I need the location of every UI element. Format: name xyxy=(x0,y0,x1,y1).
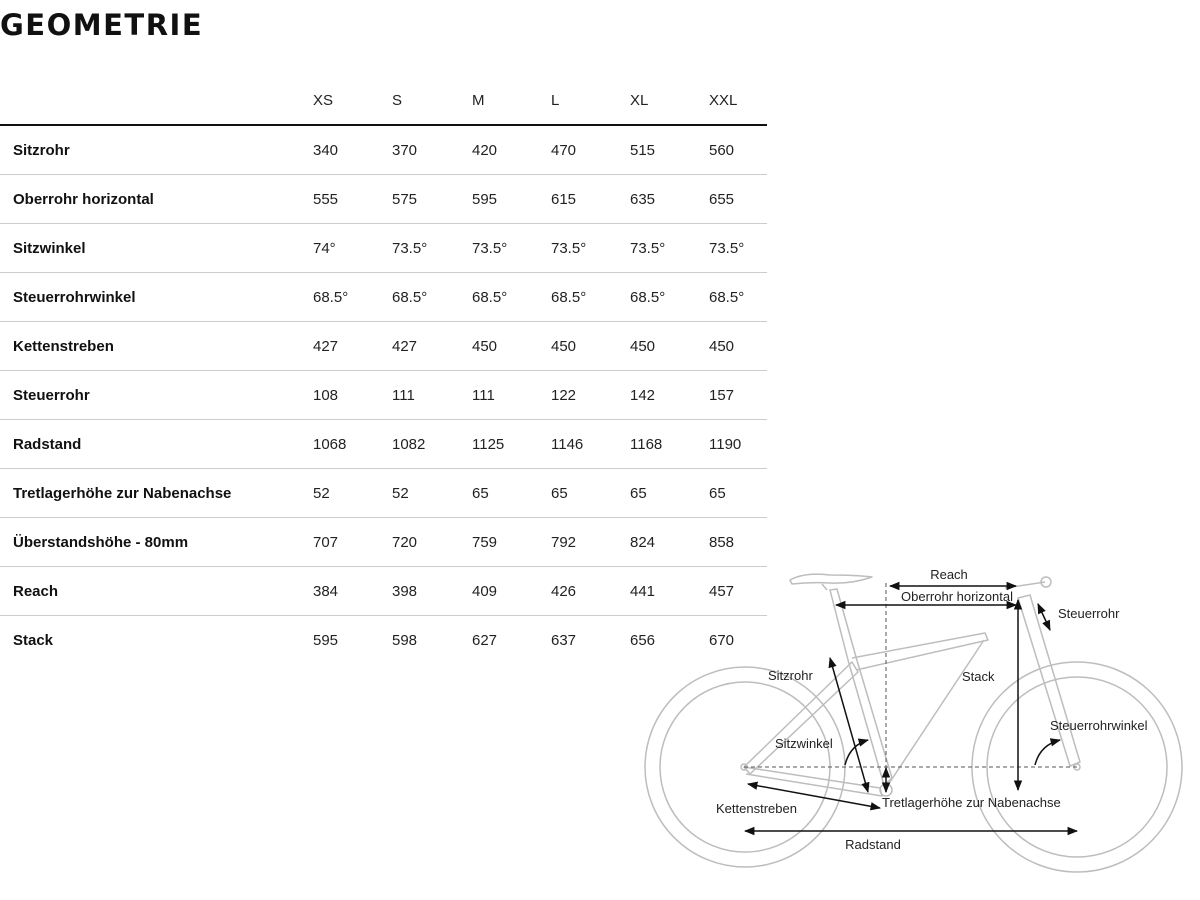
row-label: Oberrohr horizontal xyxy=(0,175,313,224)
table-cell: 720 xyxy=(392,518,472,567)
table-row xyxy=(0,322,767,371)
label-wheelbase: Radstand xyxy=(845,837,901,852)
label-head-tube: Steuerrohr xyxy=(1058,606,1120,621)
label-chainstay: Kettenstreben xyxy=(716,801,797,816)
table-row xyxy=(0,125,767,175)
table-cell: 1190 xyxy=(709,420,767,469)
head-angle-arc xyxy=(1035,740,1060,765)
table-cell: 73.5° xyxy=(709,224,767,273)
size-header-xxl: XXL xyxy=(709,76,767,125)
table-cell: 111 xyxy=(392,371,472,420)
table-cell: 398 xyxy=(392,567,472,616)
row-label: Steuerrohrwinkel xyxy=(0,273,313,322)
table-cell: 595 xyxy=(313,631,339,649)
label-top-tube: Oberrohr horizontal xyxy=(901,589,1013,604)
table-cell: 670 xyxy=(709,631,735,649)
table-cell: 427 xyxy=(392,322,472,371)
table-cell: 68.5° xyxy=(392,273,472,322)
table-cell: 627 xyxy=(472,631,498,649)
label-seat-tube: Sitzrohr xyxy=(768,668,813,683)
table-row xyxy=(0,273,767,322)
table-row xyxy=(0,175,767,224)
table-cell: 707 xyxy=(313,518,392,567)
table-cell: 68.5° xyxy=(551,273,630,322)
table-cell: 1168 xyxy=(630,420,709,469)
size-header-m: M xyxy=(472,76,551,125)
table-cell: 858 xyxy=(709,518,767,567)
table-cell: 108 xyxy=(313,371,392,420)
table-row xyxy=(0,420,767,469)
table-cell: 759 xyxy=(472,518,551,567)
label-stack: Stack xyxy=(962,669,995,684)
table-cell: 65 xyxy=(551,469,630,518)
table-cell: 1068 xyxy=(313,420,392,469)
table-cell: 824 xyxy=(630,518,709,567)
table-row xyxy=(0,371,767,420)
table-cell: 450 xyxy=(551,322,630,371)
label-reach: Reach xyxy=(930,567,968,582)
table-cell: 52 xyxy=(392,469,472,518)
table-cell: 515 xyxy=(630,125,709,175)
reference-lines xyxy=(744,583,1080,790)
table-row xyxy=(0,224,767,273)
label-head-angle: Steuerrohrwinkel xyxy=(1050,718,1148,733)
table-cell: 656 xyxy=(630,631,656,649)
table-cell: 450 xyxy=(630,322,709,371)
row-label: Sitzrohr xyxy=(0,125,313,175)
table-cell: 615 xyxy=(551,175,630,224)
table-row xyxy=(0,469,767,518)
table-cell: 1082 xyxy=(392,420,472,469)
row-label: Kettenstreben xyxy=(0,322,313,371)
table-cell: 384 xyxy=(313,567,392,616)
header-empty-cell xyxy=(0,76,313,125)
size-header-xl: XL xyxy=(630,76,709,125)
row-label: Überstandshöhe - 80mm xyxy=(0,518,313,567)
table-cell: 560 xyxy=(709,125,767,175)
table-cell: 370 xyxy=(392,125,472,175)
table-cell: 450 xyxy=(472,322,551,371)
table-cell: 142 xyxy=(630,371,709,420)
table-cell: 122 xyxy=(551,371,630,420)
table-cell: 635 xyxy=(630,175,709,224)
bike-frame xyxy=(741,574,1080,796)
table-cell: 1125 xyxy=(472,420,551,469)
label-bb-drop: Tretlagerhöhe zur Nabenachse xyxy=(882,795,1061,810)
table-cell: 73.5° xyxy=(472,224,551,273)
table-cell: 450 xyxy=(709,322,767,371)
table-cell: 427 xyxy=(313,322,392,371)
table-cell: 409 xyxy=(472,567,551,616)
table-cell: 68.5° xyxy=(630,273,709,322)
table-cell: 1146 xyxy=(551,420,630,469)
row-label: Radstand xyxy=(0,420,313,469)
table-cell: 73.5° xyxy=(551,224,630,273)
table-cell: 637 xyxy=(551,631,577,649)
table-cell: 74° xyxy=(313,224,392,273)
table-cell: 65 xyxy=(472,469,551,518)
table-cell: 65 xyxy=(630,469,709,518)
page-title: GEOMETRIE xyxy=(0,8,204,42)
table-cell: 555 xyxy=(313,175,392,224)
size-header-l: L xyxy=(551,76,630,125)
label-seat-angle: Sitzwinkel xyxy=(775,736,833,751)
table-cell: 441 xyxy=(630,567,709,616)
row-label: Tretlagerhöhe zur Nabenachse xyxy=(0,469,313,518)
table-cell: 598 xyxy=(392,631,418,649)
size-header-xs: XS xyxy=(313,76,392,125)
table-cell: 420 xyxy=(472,125,551,175)
table-cell: 457 xyxy=(709,567,767,616)
table-cell: 575 xyxy=(392,175,472,224)
table-cell: 157 xyxy=(709,371,767,420)
table-cell: 340 xyxy=(313,125,392,175)
table-header-row xyxy=(0,76,767,125)
size-header-s: S xyxy=(392,76,472,125)
row-label: Steuerrohr xyxy=(0,371,313,420)
table-cell: 426 xyxy=(551,567,630,616)
row-label: Sitzwinkel xyxy=(0,224,313,273)
row-label: Reach xyxy=(0,567,313,616)
table-cell: 68.5° xyxy=(709,273,767,322)
table-cell: 111 xyxy=(472,371,551,420)
row-label: Stack xyxy=(13,631,54,649)
table-cell: 655 xyxy=(709,175,767,224)
table-cell: 68.5° xyxy=(472,273,551,322)
table-cell: 65 xyxy=(709,469,767,518)
table-cell: 595 xyxy=(472,175,551,224)
table-cell: 68.5° xyxy=(313,273,392,322)
table-cell: 792 xyxy=(551,518,630,567)
table-cell: 73.5° xyxy=(392,224,472,273)
table-cell: 73.5° xyxy=(630,224,709,273)
table-cell: 52 xyxy=(313,469,392,518)
table-cell: 470 xyxy=(551,125,630,175)
bike-geometry-diagram xyxy=(640,560,1190,890)
